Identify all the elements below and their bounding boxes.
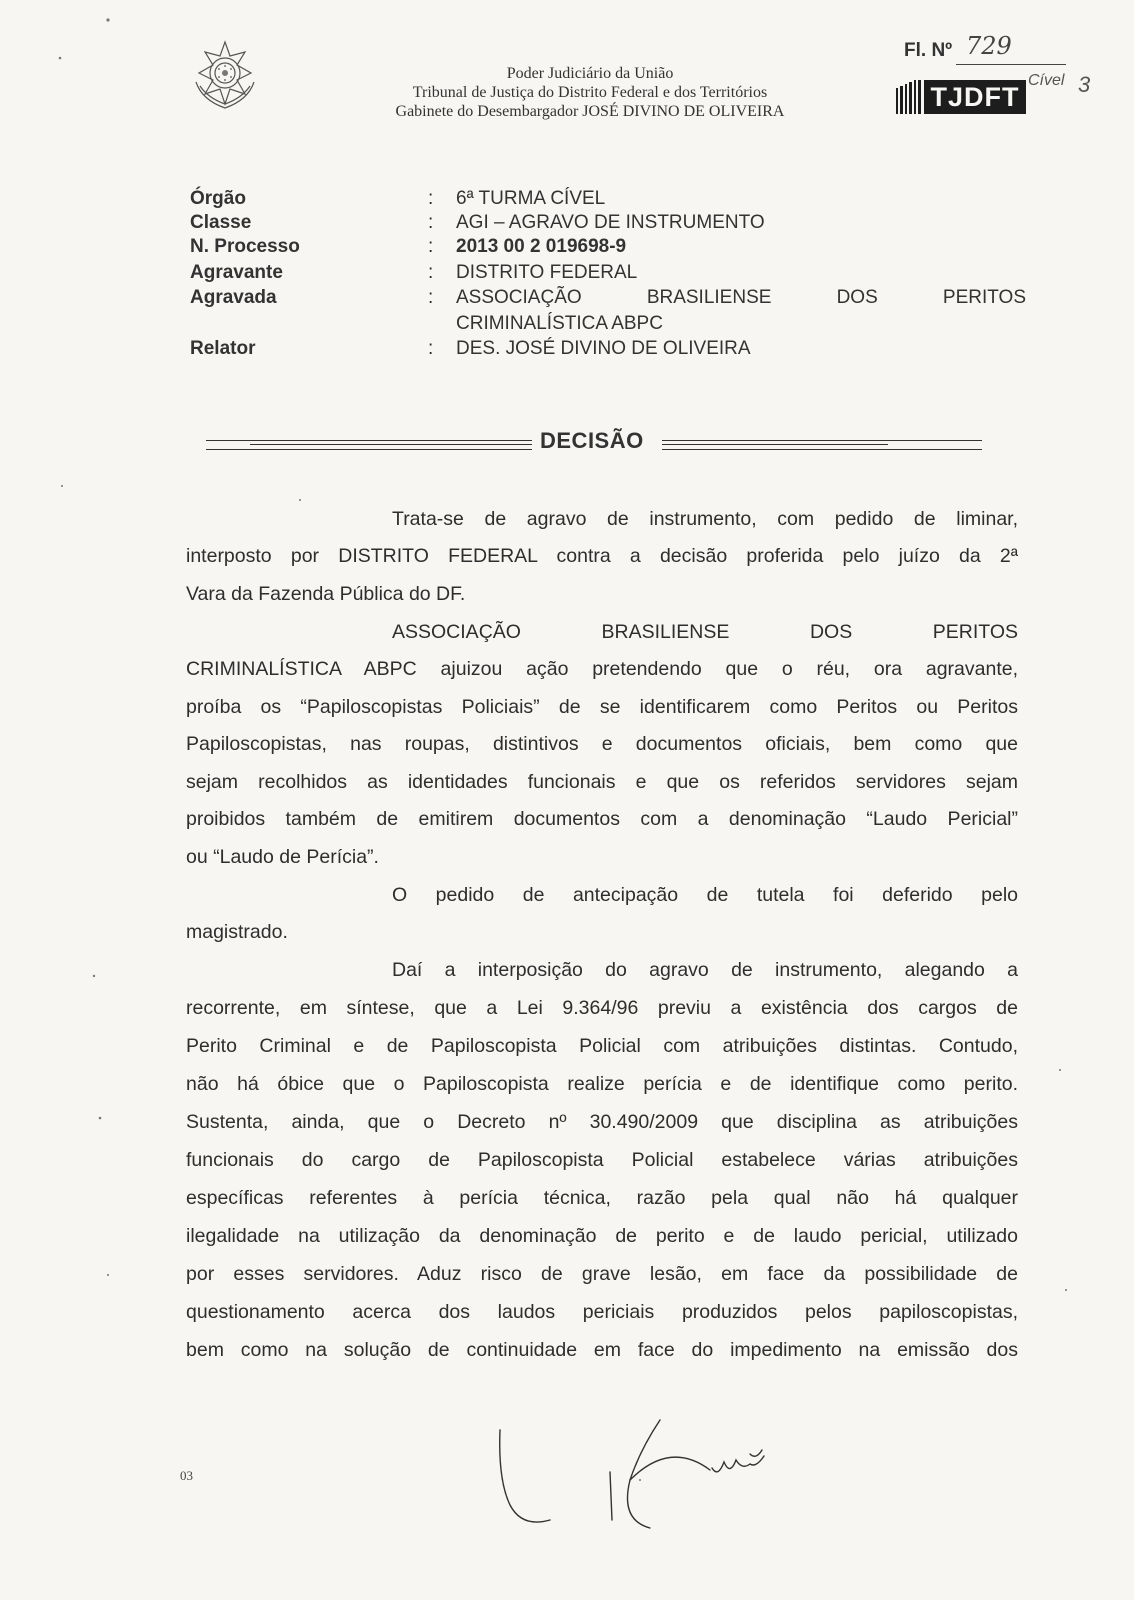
body-line: interposto por DISTRITO FEDERAL contra a decisão proferida pelo juízo da 2ª bbox=[186, 545, 1018, 567]
body-line: não há óbice que o Papiloscopista realize perícia e de identifique como perito. bbox=[186, 1073, 1018, 1095]
body-line: Daí a interposição do agravo de instrumento, alegando a bbox=[392, 959, 1018, 981]
page-number: 03 bbox=[180, 1468, 193, 1483]
body-line: bem como na solução de continuidade em face do impedimento na emissão dos bbox=[186, 1339, 1018, 1361]
stamp-turma-text: Cível bbox=[1028, 72, 1065, 89]
body-line: ASSOCIAÇÃO BRASILIENSE DOS PERITOS bbox=[392, 621, 1018, 643]
agravante-label: Agravante bbox=[190, 262, 283, 283]
header-line-2: Tribunal de Justiça do Distrito Federal e dos Territórios bbox=[412, 84, 768, 101]
classe-label: Classe bbox=[190, 212, 252, 233]
page-stamp bbox=[896, 28, 1106, 128]
colon: : bbox=[428, 212, 434, 233]
stamp-underline bbox=[956, 64, 1066, 65]
body-line: específicas referentes à perícia técnica, razão pela qual não há qualquer bbox=[186, 1187, 1018, 1209]
heading-rule-right-inner bbox=[662, 444, 888, 445]
colon: : bbox=[428, 236, 434, 257]
court-header bbox=[300, 64, 880, 121]
body-line: recorrente, em síntese, que a Lei 9.364/96 previu a existência dos cargos de bbox=[186, 997, 1018, 1019]
body-line: proibidos também de emitirem documentos com a denominação “Laudo Pericial” bbox=[186, 808, 1018, 830]
meta-row-agravante bbox=[190, 262, 1030, 288]
relator-label: Relator bbox=[190, 338, 256, 359]
meta-row-agravada-cont bbox=[190, 313, 1030, 339]
agravada-label: Agravada bbox=[190, 287, 277, 308]
classe-value: AGI – AGRAVO DE INSTRUMENTO bbox=[456, 212, 765, 233]
agravante-value: DISTRITO FEDERAL bbox=[456, 262, 638, 283]
processo-label: N. Processo bbox=[190, 236, 300, 257]
colon: : bbox=[428, 338, 434, 359]
decision-title: DECISÃO bbox=[540, 428, 644, 453]
body-line: por esses servidores. Aduz risco de grave lesão, em face da possibilidade de bbox=[186, 1263, 1018, 1285]
agravada-value-line-1: ASSOCIAÇÃO BRASILIENSE DOS PERITOS bbox=[456, 287, 1026, 308]
body-line: sejam recolhidos as identidades funcionais e que os referidos servidores sejam bbox=[186, 771, 1018, 793]
body-line: ilegalidade na utilização da denominação de perito e de laudo pericial, utilizado bbox=[186, 1225, 1018, 1247]
tjdft-logo: TJDFT bbox=[924, 80, 1026, 114]
heading-rule-left bbox=[206, 440, 532, 450]
meta-row-relator bbox=[190, 338, 1030, 364]
stamp-fl-number: 729 bbox=[966, 32, 1012, 60]
processo-value: 2013 00 2 019698-9 bbox=[456, 236, 627, 257]
stamp-mark: 3 bbox=[1078, 72, 1091, 97]
handwritten-signature bbox=[480, 1410, 810, 1540]
meta-row-processo bbox=[190, 236, 1030, 262]
body-line: ou “Laudo de Perícia”. bbox=[186, 846, 379, 868]
body-line: Papiloscopistas, nas roupas, distintivos e documentos oficiais, bem como que bbox=[186, 733, 1018, 755]
decision-heading bbox=[0, 428, 1134, 464]
colon: : bbox=[428, 188, 434, 209]
body-line: CRIMINALÍSTICA ABPC ajuizou ação pretendendo que o réu, ora agravante, bbox=[186, 658, 1018, 680]
body-line: Trata-se de agravo de instrumento, com pedido de liminar, bbox=[392, 508, 1018, 530]
header-line-1: Poder Judiciário da União bbox=[506, 65, 674, 82]
header-line-3: Gabinete do Desembargador JOSÉ DIVINO DE OLIVEIRA bbox=[395, 103, 785, 120]
stamp-fl-label: Fl. Nº bbox=[904, 40, 953, 61]
orgao-value: 6ª TURMA CÍVEL bbox=[456, 188, 606, 209]
heading-rule-right bbox=[662, 440, 982, 450]
coat-of-arms-seal bbox=[188, 38, 262, 112]
orgao-label: Órgão bbox=[190, 188, 246, 209]
colon: : bbox=[428, 287, 434, 308]
body-line: Perito Criminal e de Papiloscopista Policial com atribuições distintas. Contudo, bbox=[186, 1035, 1018, 1057]
relator-value: DES. JOSÉ DIVINO DE OLIVEIRA bbox=[456, 338, 751, 359]
heading-rule-left-inner bbox=[250, 444, 532, 445]
body-line: Sustenta, ainda, que o Decreto nº 30.490/2009 que disciplina as atribuições bbox=[186, 1111, 1018, 1133]
stamp-barcode-icon bbox=[896, 80, 922, 114]
meta-row-agravada bbox=[190, 287, 1030, 313]
meta-row-orgao bbox=[190, 188, 1030, 214]
body-line: funcionais do cargo de Papiloscopista Policial estabelece várias atribuições bbox=[186, 1149, 1018, 1171]
agravada-value-line-2: CRIMINALÍSTICA ABPC bbox=[456, 313, 663, 334]
body-line: questionamento acerca dos laudos periciais produzidos pelos papiloscopistas, bbox=[186, 1301, 1018, 1323]
colon: : bbox=[428, 262, 434, 283]
body-line: Vara da Fazenda Pública do DF. bbox=[186, 583, 466, 605]
meta-row-classe bbox=[190, 212, 1030, 238]
body-line: proíba os “Papiloscopistas Policiais” de se identificarem como Peritos ou Peritos bbox=[186, 696, 1018, 718]
body-line: O pedido de antecipação de tutela foi deferido pelo bbox=[392, 884, 1018, 906]
body-line: magistrado. bbox=[186, 921, 288, 943]
